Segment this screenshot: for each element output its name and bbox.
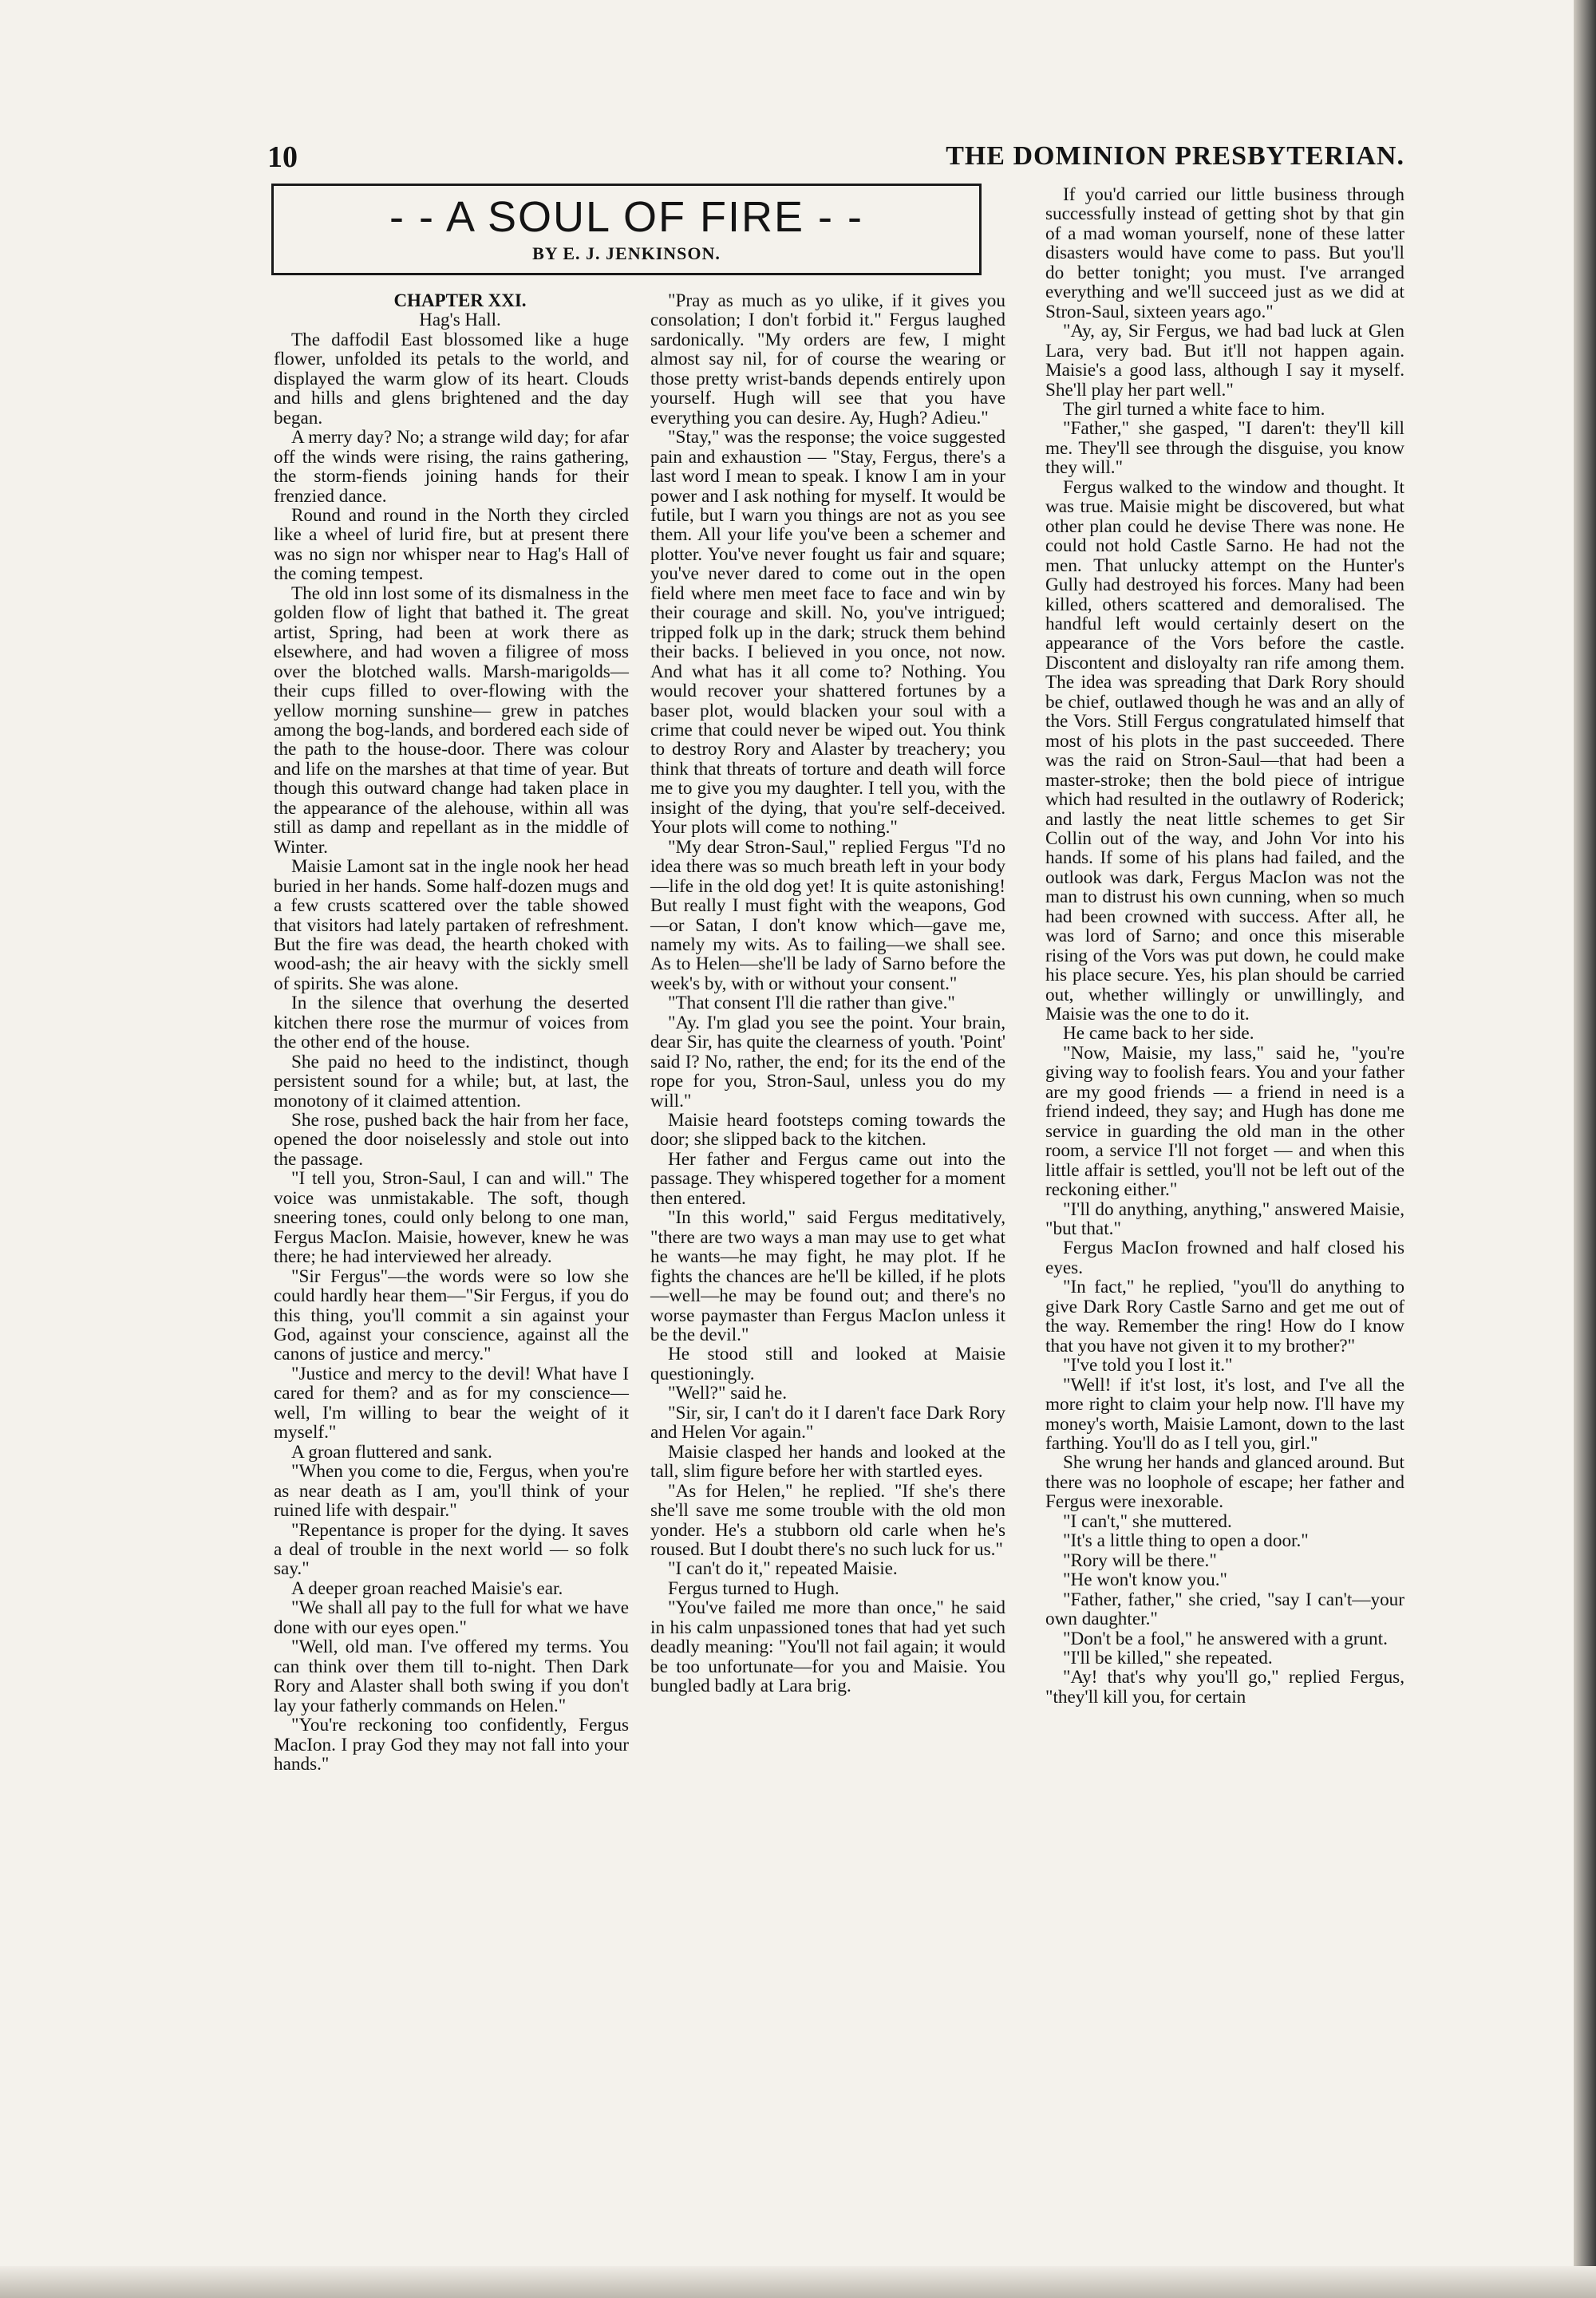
text-column-2	[650, 291, 1005, 1696]
paragraph: "I'll be killed," she repeated.	[1063, 1647, 1273, 1668]
paragraph: "In fact," he replied, "you'll do anything to give Dark Rory Castle Sarno and get me out of the way. Remember the ring! How do I know that you have not given it to my brother?"	[1045, 1277, 1404, 1356]
paragraph: "You've failed me more than once," he said in his calm unpassioned tones that had yet such deadly meaning: "You'll not fail again; it would be too unfortunate—for you and Maisie. You bungled badly at Lara brig.	[650, 1597, 1005, 1697]
paragraph: Maisie heard footsteps coming towards the door; she slipped back to the kitchen.	[650, 1110, 1005, 1151]
text-column-3	[1045, 185, 1404, 1707]
page-bottom-edge	[0, 2266, 1596, 2298]
publication-title: THE DOMINION PRESBYTERIAN.	[946, 141, 1404, 171]
paragraph: "You're reckoning too confidently, Fergus MacIon. I pray God they may not fall into your hands."	[274, 1715, 629, 1775]
page-number: 10	[267, 140, 298, 174]
paragraph: Fergus walked to the window and thought. It was true. Maisie might be discovered, but what other plan could he devise There was none. He could not hold Castle Sarno. He had not the men. That unlucky attempt on the Hunter's Gully had destroyed his forces. Many had been killed, others scattered and demoralised. The handful left would certainly desert on the appearance of the Vors before the castle. Discontent and disloyalty ran rife among them. The idea was spreading that Dark Rory should be chief, outlawed though he was and an ally of the Vors. Still Fergus congratulated himself that most of his plots in the past succeeded. There was the raid on Stron-Saul—that had been a master-stroke; then the bold piece of intrigue which had resulted in the outlawry of Roderick; and lastly the neat little schemes to get Sir Collin out of the way, and John Vor into his hands. If some of his plans had failed, and the outlook was dark, Fergus MacIon was not the man to distrust his own cunning, when so much had been crowned with success. After all, he was lord of Sarno; and once this miserable rising of the Vors was put down, he could make his place secure. Yes, his plan should be carried out, whether willingly or unwillingly, and Maisie was the one to do it.	[1045, 476, 1404, 1025]
paragraph: "I tell you, Stron-Saul, I can and will." The voice was unmistakable. The soft, though sneering tones, could only belong to one man, Fergus MacIon. Maisie, however, knew he was there; he had interviewed her already.	[274, 1168, 629, 1268]
column-1-body	[274, 330, 629, 1775]
column-2-body	[650, 291, 1005, 1696]
paragraph: "Ay! that's why you'll go," replied Fergus, "they'll kill you, for certain	[1045, 1667, 1404, 1708]
paragraph: "My dear Stron-Saul," replied Fergus "I'd no idea there was so much breath left in your body—life in the old dog yet! It is quite astonishing! But really I must fight with the weapons, God—or Satan, I don't know which—gave me, namely my wits. As to failing—we shall see. As to Helen—she'll be lady of Sarno before the week's by, with or without your consent."	[650, 836, 1005, 994]
story-byline: BY E. J. JENKINSON.	[532, 243, 721, 263]
story-title-box	[271, 184, 982, 275]
paragraph: "Well! if it'st lost, it's lost, and I've all the more right to claim your help now. I'll have my money's worth, Maisie Lamont, down to the last farthing. You'll do as I tell you, girl."	[1045, 1374, 1404, 1454]
paragraph: "Now, Maisie, my lass," said he, "you're giving way to foolish fears. You and your father are my good friends — a friend in need is a friend indeed, they say; and Hugh has done me service in guarding the old man in the other room, a service I'll not forget — and when this little affair is settled, you'll not be left out of the reckoning either."	[1045, 1042, 1404, 1201]
paragraph: "Pray as much as yo ulike, if it gives you consolation; I don't forbid it." Fergus laughed sardonically. "My orders are few, I might almost say nil, for of course the wearing or those pretty wrist-bands depends entirely upon yourself. Hugh will see that you have everything you can desire. Ay, Hugh? Adieu."	[650, 290, 1005, 428]
paragraph: Maisie clasped her hands and looked at the tall, slim figure before her with startled eyes.	[650, 1441, 1005, 1483]
chapter-heading: CHAPTER XXI.	[393, 290, 527, 310]
paragraph: Fergus turned to Hugh.	[668, 1577, 839, 1599]
paragraph: Maisie Lamont sat in the ingle nook her head buried in her hands. Some half-dozen mugs and a few crusts scattered over the table showed that visitors had lately partaken of refreshment. But the fire was dead, the hearth choked with wood-ash; the air heavy with the sickly smell of spirits. She was alone.	[274, 856, 629, 994]
chapter-subheading: Hag's Hall.	[419, 310, 501, 330]
paragraph: "It's a little thing to open a door."	[1063, 1530, 1309, 1552]
page-edge-shadow	[1574, 0, 1596, 2298]
paragraph: "Father, father," she cried, "say I can't—your own daughter."	[1045, 1589, 1404, 1630]
text-column-1	[274, 291, 629, 1774]
paragraph: She rose, pushed back the hair from her face, opened the door noiselessly and stole out into the passage.	[274, 1110, 629, 1170]
column-3-body	[1045, 185, 1404, 1707]
paragraph: "Ay, ay, Sir Fergus, we had bad luck at Glen Lara, very bad. But it'll not happen again. Maisie's a good lass, although I say it myself. She'll play her part well."	[1045, 321, 1404, 401]
paragraph: "Sir, sir, I can't do it I daren't face Dark Rory and Helen Vor again."	[650, 1402, 1005, 1443]
paragraph: "I'll do anything, anything," answered Maisie, "but that."	[1045, 1198, 1404, 1240]
paragraph: "I've told you I lost it."	[1063, 1355, 1233, 1376]
paragraph: "Justice and mercy to the devil! What have I cared for them? and as for my conscience—well, I'm willing to bear the weight of it myself."	[274, 1363, 629, 1443]
paragraph: Fergus MacIon frowned and half closed his eyes.	[1045, 1238, 1404, 1278]
paragraph: Her father and Fergus came out into the passage. They whispered together for a moment then entered.	[650, 1148, 1005, 1209]
paragraph: "In this world," said Fergus meditatively, "there are two ways a man may use to get what he wants—he may fight, he may plot. If he fights the chances are he'll be killed, if he plots—well—he may be found out; and there's no worse paymaster than Fergus MacIon unless it be the devil."	[650, 1207, 1005, 1346]
paragraph: She paid no heed to the indistinct, though persistent sound for a while; but, at last, the monotony of it claimed attention.	[274, 1051, 629, 1111]
paragraph: "That consent I'll die rather than give."	[668, 993, 955, 1014]
paragraph: "Well?" said he.	[668, 1383, 788, 1404]
paragraph: "Father," she gasped, "I daren't: they'll kill me. They'll see through the disguise, you know they will."	[1045, 418, 1404, 479]
paragraph: "Rory will be there."	[1063, 1550, 1217, 1571]
paragraph: A groan fluttered and sank.	[291, 1441, 492, 1463]
paragraph: "He won't know you."	[1063, 1570, 1228, 1591]
paragraph: "We shall all pay to the full for what we have done with our eyes open."	[274, 1597, 629, 1638]
paragraph: "Well, old man. I've offered my terms. You can think over them till to-night. Then Dark Rory and Alaster shall both swing if you don't lay your fatherly commands on Helen."	[274, 1637, 629, 1716]
paragraph: "Ay. I'm glad you see the point. Your brain, dear Sir, has quite the clearness of youth. 'Point' said I? No, rather, the end; for its the end of the rope for you, Stron-Saul, unless you do my will."	[650, 1012, 1005, 1111]
paragraph: If you'd carried our little business through successfully instead of getting shot by that gin of a mad woman yourself, none of these latter disasters would have come to pass. But you'll do better tonight; you must. I've arranged everything and we'll succeed just as we did at Stron-Saul, sixteen years ago."	[1045, 184, 1404, 322]
paragraph: In the silence that overhung the deserted kitchen there rose the murmur of voices from the other end of the house.	[274, 993, 629, 1053]
paragraph: Round and round in the North they circled like a wheel of lurid fire, but at present there was no sign nor whisper near to Hag's Hall of the coming tempest.	[274, 504, 629, 585]
story-title: - - A SOUL OF FIRE - -	[389, 193, 864, 241]
paragraph: A merry day? No; a strange wild day; for afar off the winds were rising, the rains gathering, the storm-fiends joining hands for their frenzied dance.	[274, 427, 630, 507]
paragraph: "Sir Fergus"—the words were so low she could hardly hear them—"Sir Fergus, if you do this thing, you'll commit a sin against your God, against your conscience, against all the canons of justice and mercy."	[274, 1265, 629, 1365]
paragraph: The daffodil East blossomed like a huge flower, unfolded its petals to the world, and displayed the warm glow of its heart. Clouds and hills and glens brightened and the day began.	[274, 329, 629, 428]
paragraph: "As for Helen," he replied. "If she's there she'll save me some trouble with the old mon yonder. He's a stubborn old carle when he's roused. But I doubt there's no such luck for us."	[650, 1480, 1005, 1560]
paragraph: The old inn lost some of its dismalness in the golden flow of light that bathed it. The great artist, Spring, had been at work there as elsewhere, and had woven a filigree of moss over the blotched walls. Marsh-marigolds—their cups filled to over-flowing with the yellow morning sunshine— grew in patches among the bog-lands, and bordered each side of the path to the house-door. There was colour and life on the marshes at that time of year. But though this outward change had taken place in the appearance of the alehouse, within all was still as damp and repellant as in the middle of Winter.	[274, 582, 629, 858]
paragraph: "I can't," she muttered.	[1063, 1510, 1232, 1532]
paragraph: The girl turned a white face to him.	[1063, 398, 1325, 420]
page-header	[267, 140, 1404, 180]
paragraph: She wrung her hands and glanced around. But there was no loophole of escape; her father and Fergus were inexorable.	[1045, 1452, 1404, 1513]
paragraph: "Don't be a fool," he answered with a grunt.	[1063, 1628, 1388, 1649]
paragraph: A deeper groan reached Maisie's ear.	[291, 1577, 563, 1599]
paragraph: "Repentance is proper for the dying. It saves a deal of trouble in the next world — so folk say."	[274, 1519, 629, 1580]
paragraph: "Stay," was the response; the voice suggested pain and exhaustion — "Stay, Fergus, there's a last word I mean to speak. I know I am in your power and I ask nothing for myself. It would be futile, but I warn you things are not as you see them. All your life you've been a schemer and plotter. You've never fought us fair and square; you've never dared to come out in the open field where men meet face to face and win by their courage and skill. No, you've intrigued; tripped folk up in the dark; struck them behind their backs. I believed in you once, not now. And what has it all come to? Nothing. You would recover your shattered fortunes by a baser plot, would blacken your soul with a crime that could never be wiped out. You think to destroy Rory and Alaster by treachery; you think that threats of torture and death will force me to give you my daughter. I tell you, with the insight of the dying, that you're self-deceived. Your plots will come to nothing."	[650, 427, 1005, 839]
paragraph: He came back to her side.	[1063, 1023, 1254, 1044]
paragraph: "When you come to die, Fergus, when you're as near death as I am, you'll think of your ruined life with despair."	[274, 1461, 629, 1522]
paragraph: "I can't do it," repeated Maisie.	[668, 1558, 898, 1580]
paragraph: He stood still and looked at Maisie questioningly.	[650, 1344, 1005, 1384]
